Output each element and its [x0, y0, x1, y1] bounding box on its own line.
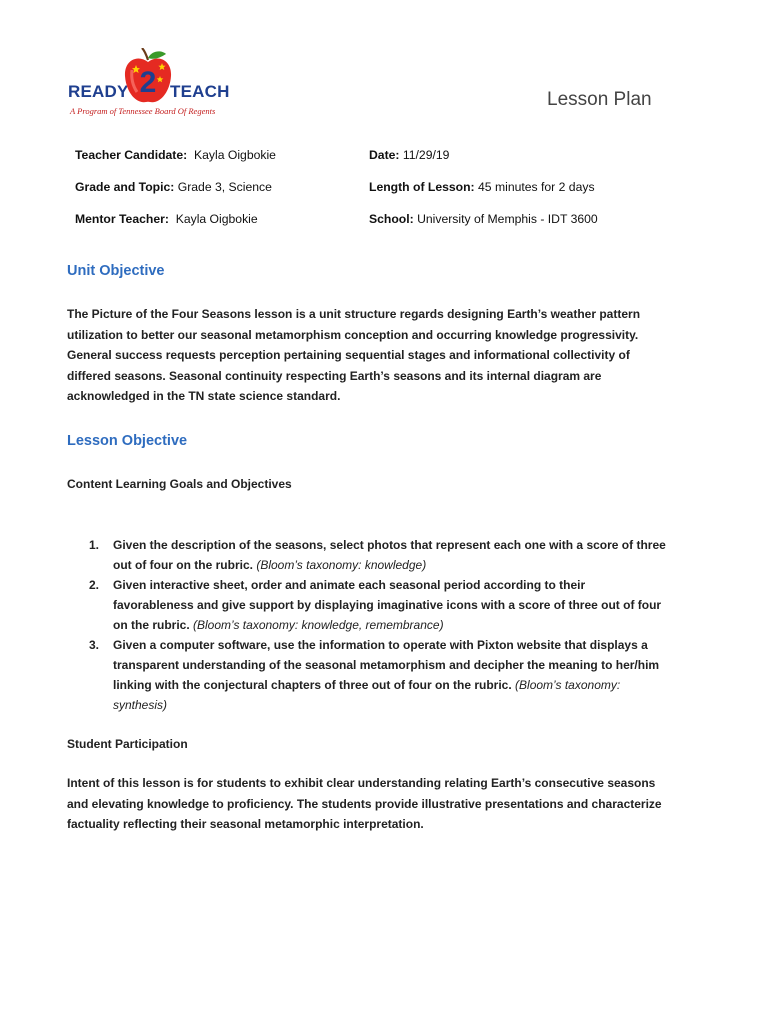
- list-item-number: 1.: [89, 538, 100, 552]
- ready2teach-logo: [66, 44, 230, 122]
- list-item-number: 2.: [89, 578, 100, 592]
- logo-left-word: READY: [68, 82, 129, 101]
- grade-label: Grade and Topic:: [75, 180, 175, 194]
- grade-topic-row: [75, 180, 272, 194]
- logo-right-word: TEACH: [170, 82, 230, 101]
- mentor-value: Kayla Oigbokie: [175, 212, 258, 226]
- school-row: [369, 212, 598, 226]
- teacher-value: Kayla Oigbokie: [193, 148, 276, 162]
- grade-value: Grade 3, Science: [177, 180, 272, 194]
- list-item: [67, 535, 667, 575]
- student-participation-heading: Student Participation: [67, 737, 188, 751]
- list-item-text: Given interactive sheet, order and animate each seasonal period according to their favorableness and give support by displaying imaginative icons with a score of three out of four on the rubric.: [113, 578, 662, 632]
- list-item: [67, 575, 667, 635]
- list-item-number: 3.: [89, 638, 100, 652]
- school-label: School:: [369, 212, 414, 226]
- teacher-candidate-row: [75, 148, 276, 162]
- school-value: University of Memphis - IDT 3600: [417, 212, 598, 226]
- lesson-objective-heading: Lesson Objective: [67, 433, 188, 449]
- logo-numeral: 2: [139, 66, 157, 99]
- mentor-label: Mentor Teacher:: [75, 212, 169, 226]
- list-item-text: Given the description of the seasons, select photos that represent each one with a score of three out of four on the rubric.: [113, 538, 666, 572]
- date-row: [369, 148, 449, 162]
- objectives-list: [67, 535, 667, 715]
- date-value: 11/29/19: [402, 148, 450, 162]
- length-value: 45 minutes for 2 days: [478, 180, 595, 194]
- lesson-length-row: [369, 180, 595, 194]
- unit-objective-text: The Picture of the Four Seasons lesson is a unit structure regards designing Earth’s weather pattern utilization to better our seasonal metamorphism conception and occurring knowledge progressivity. General success requests perception pertaining sequential stages and informational collectivity of differed seasons. Seasonal continuity respecting Earth’s seasons and its internal diagram are acknowledged in the TN state science standard.: [67, 307, 641, 403]
- page-title: Lesson Plan: [547, 89, 652, 110]
- apple-icon: [122, 48, 174, 106]
- list-item-note: (Bloom’s taxonomy: knowledge): [256, 558, 427, 572]
- list-item-note: (Bloom’s taxonomy: synthesis): [113, 678, 621, 712]
- length-label: Length of Lesson:: [369, 180, 475, 194]
- unit-objective-heading: Unit Objective: [67, 263, 165, 279]
- content-goals-subheading: Content Learning Goals and Objectives: [67, 477, 292, 491]
- student-participation-text: Intent of this lesson is for students to exhibit clear understanding relating Earth’s consecutive seasons and elevating knowledge to proficiency. The students provide illustrative presentations and characterize factuality reflecting their seasonal metamorphic interpretation.: [67, 776, 662, 831]
- mentor-teacher-row: [75, 212, 258, 226]
- list-item-note: (Bloom’s taxonomy: knowledge, remembrance): [193, 618, 444, 632]
- date-label: Date:: [369, 148, 400, 162]
- list-item: [67, 635, 667, 715]
- teacher-label: Teacher Candidate:: [75, 148, 188, 162]
- logo-tagline: A Program of Tennessee Board Of Regents: [70, 106, 216, 116]
- list-item-text: Given a computer software, use the information to operate with Pixton website that displays a transparent understanding of the seasonal metamorphism and decipher the meaning to her/him linking with the conjectural chapters of three out of four on the rubric.: [113, 638, 660, 692]
